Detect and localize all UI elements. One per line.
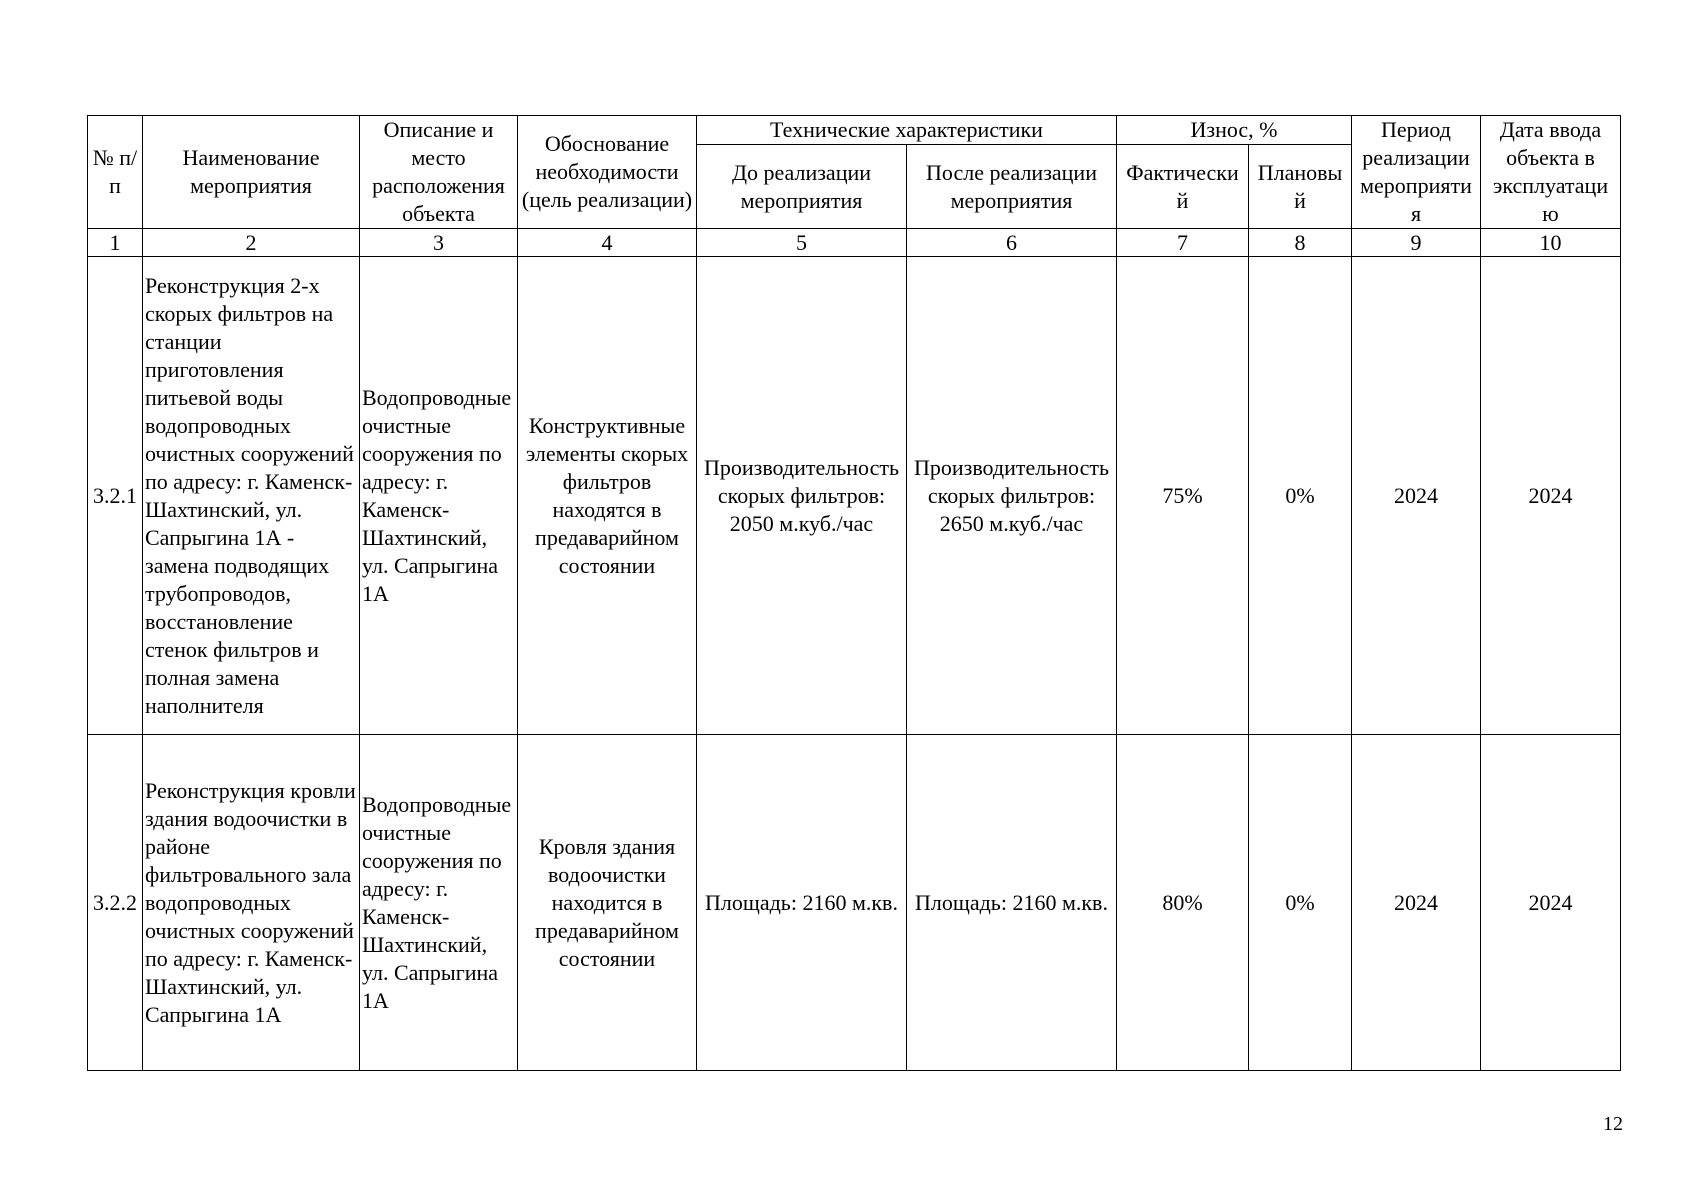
row-before: Производительность скорых фильтров: 2050 м.куб./час bbox=[697, 257, 907, 735]
row-period: 2024 bbox=[1352, 257, 1481, 735]
header-tech-after: После реализации мероприятия bbox=[907, 145, 1117, 229]
row-num: 3.2.1 bbox=[88, 257, 143, 735]
row-after: Производительность скорых фильтров: 2650 м.куб./час bbox=[907, 257, 1117, 735]
header-name: Наименование мероприятия bbox=[143, 116, 360, 229]
row-reason: Конструктивные элементы скорых фильтров находятся в предаварийном состоянии bbox=[518, 257, 697, 735]
row-wear-actual: 75% bbox=[1117, 257, 1249, 735]
column-numbers-row bbox=[88, 229, 1621, 257]
header-place: Описание и место расположения объекта bbox=[360, 116, 518, 229]
row-before: Площадь: 2160 м.кв. bbox=[697, 735, 907, 1071]
row-date: 2024 bbox=[1481, 735, 1621, 1071]
table-row bbox=[88, 257, 1621, 735]
row-num: 3.2.2 bbox=[88, 735, 143, 1071]
column-number: 7 bbox=[1117, 229, 1249, 257]
header-period: Период реализации мероприяти я bbox=[1352, 116, 1481, 229]
header-tech-before: До реализации мероприятия bbox=[697, 145, 907, 229]
row-after: Площадь: 2160 м.кв. bbox=[907, 735, 1117, 1071]
column-number: 8 bbox=[1249, 229, 1352, 257]
row-date: 2024 bbox=[1481, 257, 1621, 735]
row-name: Реконструкция 2-х скорых фильтров на станции приготовления питьевой воды водопроводных очистных сооружений по адресу: г. Каменск-Шахтинский, ул. Сапрыгина 1А - замена подводящих трубопроводов, восстановление стенок фильтров и полная замена наполнителя bbox=[143, 257, 360, 735]
header-reason: Обоснование необходимости (цель реализации) bbox=[518, 116, 697, 229]
row-reason: Кровля здания водоочистки находится в предаварийном состоянии bbox=[518, 735, 697, 1071]
header-date: Дата ввода объекта в эксплуатаци ю bbox=[1481, 116, 1621, 229]
page-number: 12 bbox=[1603, 1113, 1623, 1135]
header-wear-plan: Плановы й bbox=[1249, 145, 1352, 229]
row-wear-plan: 0% bbox=[1249, 257, 1352, 735]
row-name: Реконструкция кровли здания водоочистки в районе фильтровального зала водопроводных очистных сооружений по адресу: г. Каменск-Шахтинский, ул. Сапрыгина 1А bbox=[143, 735, 360, 1071]
row-wear-plan: 0% bbox=[1249, 735, 1352, 1071]
header-wear: Износ, % bbox=[1117, 116, 1352, 145]
header-wear-actual: Фактически й bbox=[1117, 145, 1249, 229]
column-number: 5 bbox=[697, 229, 907, 257]
row-place: Водопроводные очистные сооружения по адресу: г. Каменск-Шахтинский, ул. Сапрыгина 1А bbox=[360, 735, 518, 1071]
column-number: 2 bbox=[143, 229, 360, 257]
row-place: Водопроводные очистные сооружения по адресу: г. Каменск-Шахтинский, ул. Сапрыгина 1А bbox=[360, 257, 518, 735]
column-number: 3 bbox=[360, 229, 518, 257]
column-number: 4 bbox=[518, 229, 697, 257]
row-period: 2024 bbox=[1352, 735, 1481, 1071]
table-header-row bbox=[88, 116, 1621, 145]
column-number: 10 bbox=[1481, 229, 1621, 257]
column-number: 1 bbox=[88, 229, 143, 257]
column-number: 9 bbox=[1352, 229, 1481, 257]
table-row bbox=[88, 735, 1621, 1071]
row-wear-actual: 80% bbox=[1117, 735, 1249, 1071]
header-tech: Технические характеристики bbox=[697, 116, 1117, 145]
column-number: 6 bbox=[907, 229, 1117, 257]
header-num: № п/п bbox=[88, 116, 143, 229]
measures-table bbox=[87, 115, 1621, 1071]
